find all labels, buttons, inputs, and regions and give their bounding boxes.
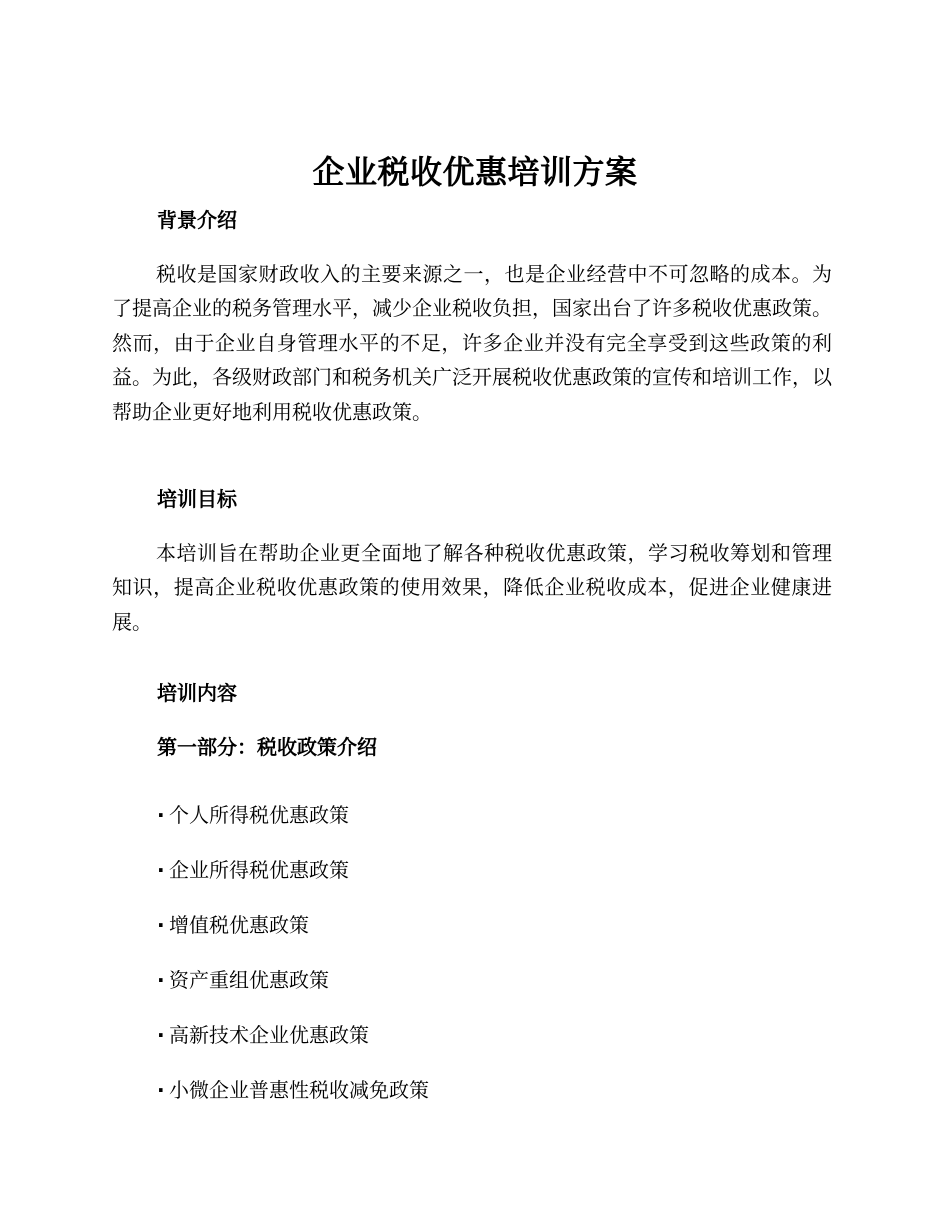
list-item bbox=[157, 952, 429, 1007]
list-item bbox=[157, 897, 429, 952]
list-item-text: 资产重组优惠政策 bbox=[169, 967, 329, 992]
bullet-marker: · bbox=[157, 857, 165, 882]
list-item-text: 增值税优惠政策 bbox=[169, 912, 309, 937]
list-item-text: 小微企业普惠性税收减免政策 bbox=[169, 1077, 429, 1102]
list-item bbox=[157, 1007, 429, 1062]
section-heading-goal: 培训目标 bbox=[157, 487, 237, 511]
list-item bbox=[157, 787, 429, 842]
bullet-marker: · bbox=[157, 1022, 165, 1047]
bullet-marker: · bbox=[157, 967, 165, 992]
document-title: 企业税收优惠培训方案 bbox=[312, 153, 638, 191]
list-item-text: 高新技术企业优惠政策 bbox=[169, 1022, 369, 1047]
list-item bbox=[157, 1062, 429, 1117]
section-heading-content: 培训内容 bbox=[157, 681, 237, 705]
section-heading-background: 背景介绍 bbox=[157, 208, 237, 232]
list-item bbox=[157, 842, 429, 897]
policy-list bbox=[157, 787, 429, 1117]
paragraph-goal: 本培训旨在帮助企业更全面地了解各种税收优惠政策，学习税收筹划和管理知识，提高企业税收优惠政策的使用效果，降低企业税收成本，促进企业健康进展。 bbox=[112, 541, 832, 634]
list-item-text: 企业所得税优惠政策 bbox=[169, 857, 349, 882]
bullet-marker: · bbox=[157, 802, 165, 827]
bullet-marker: · bbox=[157, 912, 165, 937]
list-item-text: 个人所得税优惠政策 bbox=[169, 802, 349, 827]
paragraph-background: 税收是国家财政收入的主要来源之一，也是企业经营中不可忽略的成本。为了提高企业的税务管理水平，减少企业税收负担，国家出台了许多税收优惠政策。然而，由于企业自身管理水平的不足，许多企业并没有完全享受到这些政策的利益。为此，各级财政部门和税务机关广泛开展税收优惠政策的宣传和培训工作，以帮助企业更好地利用税收优惠政策。 bbox=[112, 262, 832, 424]
subsection-heading-part1: 第一部分：税收政策介绍 bbox=[157, 735, 377, 759]
bullet-marker: · bbox=[157, 1077, 165, 1102]
